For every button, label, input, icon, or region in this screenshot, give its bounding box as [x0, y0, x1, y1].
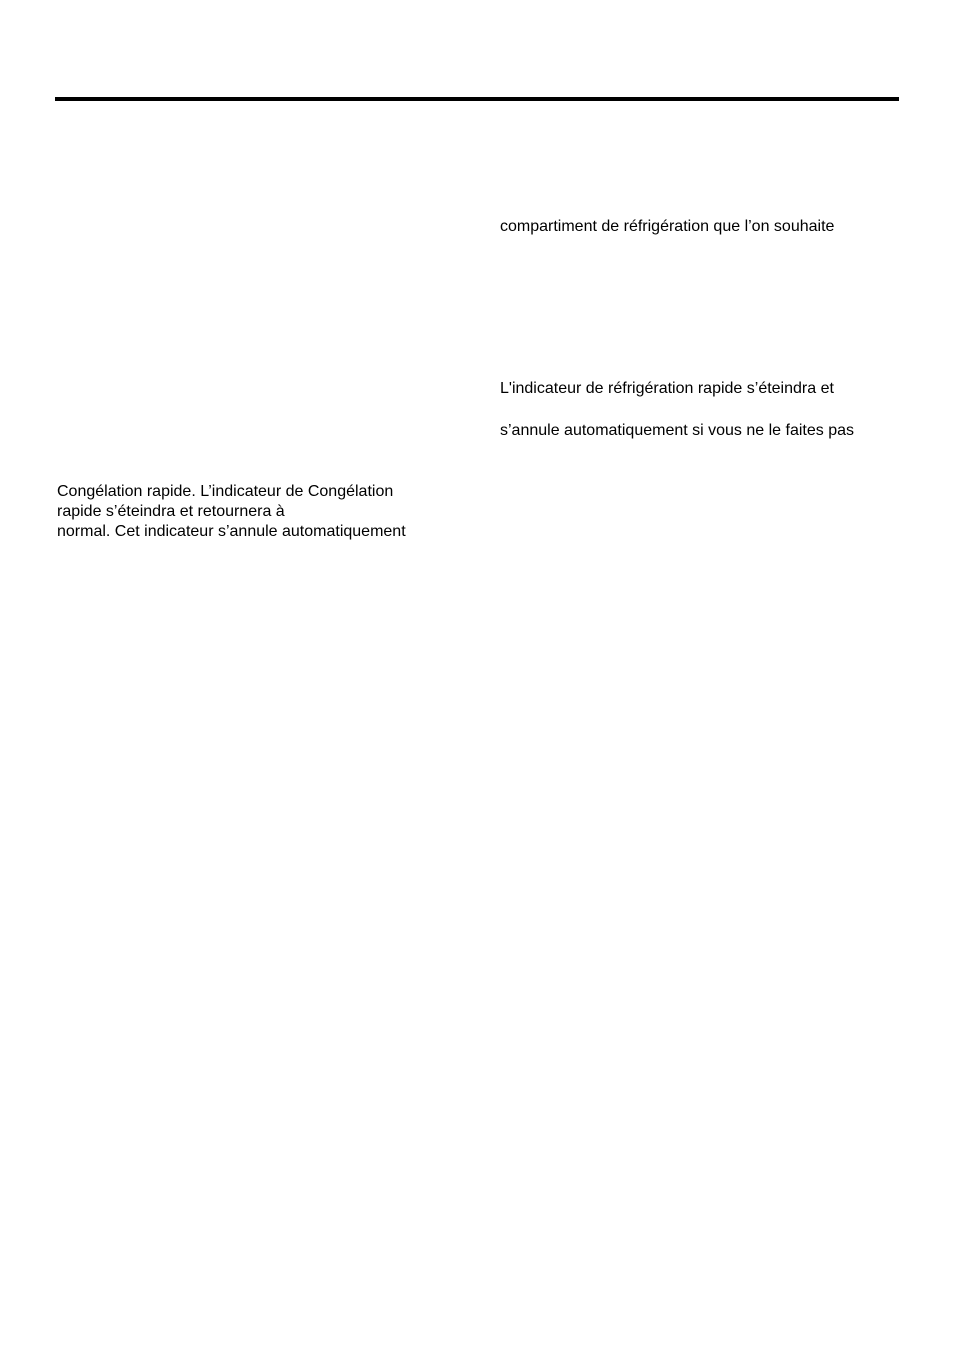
- left-text-line-2: rapide s’éteindra et retournera à: [57, 503, 285, 520]
- header-rule: [55, 97, 899, 101]
- left-text-line-1: Congélation rapide. L’indicateur de Congélation: [57, 483, 394, 500]
- left-text-line-3: normal. Cet indicateur s’annule automatiquement: [57, 523, 406, 540]
- right-text-line-3: s’annule automatiquement si vous ne le faites pas: [500, 422, 854, 439]
- right-text-line-2: L'indicateur de réfrigération rapide s’éteindra et: [500, 380, 834, 397]
- right-text-line-1: compartiment de réfrigération que l’on souhaite: [500, 218, 835, 235]
